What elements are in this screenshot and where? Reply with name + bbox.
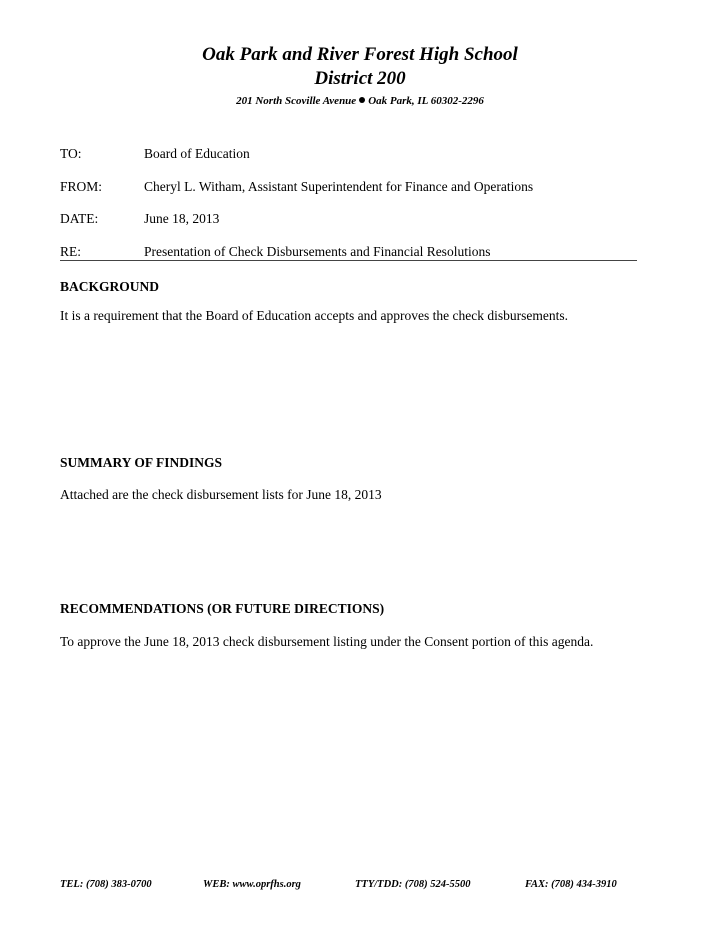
summary-text: Attached are the check disbursement lists for June 18, 2013 (60, 487, 382, 502)
date-label: DATE: (60, 211, 99, 226)
footer-fax: FAX: (708) 434-3910 (525, 879, 617, 890)
school-address (0, 94, 720, 108)
summary-heading: SUMMARY OF FINDINGS (60, 455, 223, 470)
background-text: It is a requirement that the Board of Education accepts and approves the check disbursements. (60, 308, 568, 323)
from-value: Cheryl L. Witham, Assistant Superintendent for Finance and Operations (144, 179, 534, 194)
contact-footer (60, 877, 640, 893)
footer-tty: TTY/TDD: (708) 524-5500 (355, 879, 471, 890)
bullet-separator-icon (359, 97, 365, 103)
footer-tel: TEL: (708) 383-0700 (60, 879, 152, 890)
date-value: June 18, 2013 (144, 211, 220, 226)
memo-date-row (60, 210, 640, 228)
re-label: RE: (60, 244, 82, 259)
recommendations-text: To approve the June 18, 2013 check disbursement listing under the Consent portion of this agenda. (60, 634, 594, 649)
memo-divider (60, 260, 637, 261)
footer-web: WEB: www.oprfhs.org (203, 879, 301, 890)
re-value: Presentation of Check Disbursements and Financial Resolutions (144, 244, 491, 259)
district-name: District 200 (314, 68, 406, 89)
memo-re-row (60, 243, 640, 261)
background-heading: BACKGROUND (60, 279, 160, 294)
memo-from-row (60, 178, 640, 196)
memo-to-row (60, 145, 640, 163)
school-name: Oak Park and River Forest High School (202, 44, 518, 65)
address-city: Oak Park, IL 60302-2296 (368, 95, 484, 107)
address-street: 201 North Scoville Avenue (236, 95, 357, 107)
recommendations-heading: RECOMMENDATIONS (OR FUTURE DIRECTIONS) (60, 601, 385, 616)
to-label: TO: (60, 146, 82, 161)
from-label: FROM: (60, 179, 103, 194)
to-value: Board of Education (144, 146, 250, 161)
